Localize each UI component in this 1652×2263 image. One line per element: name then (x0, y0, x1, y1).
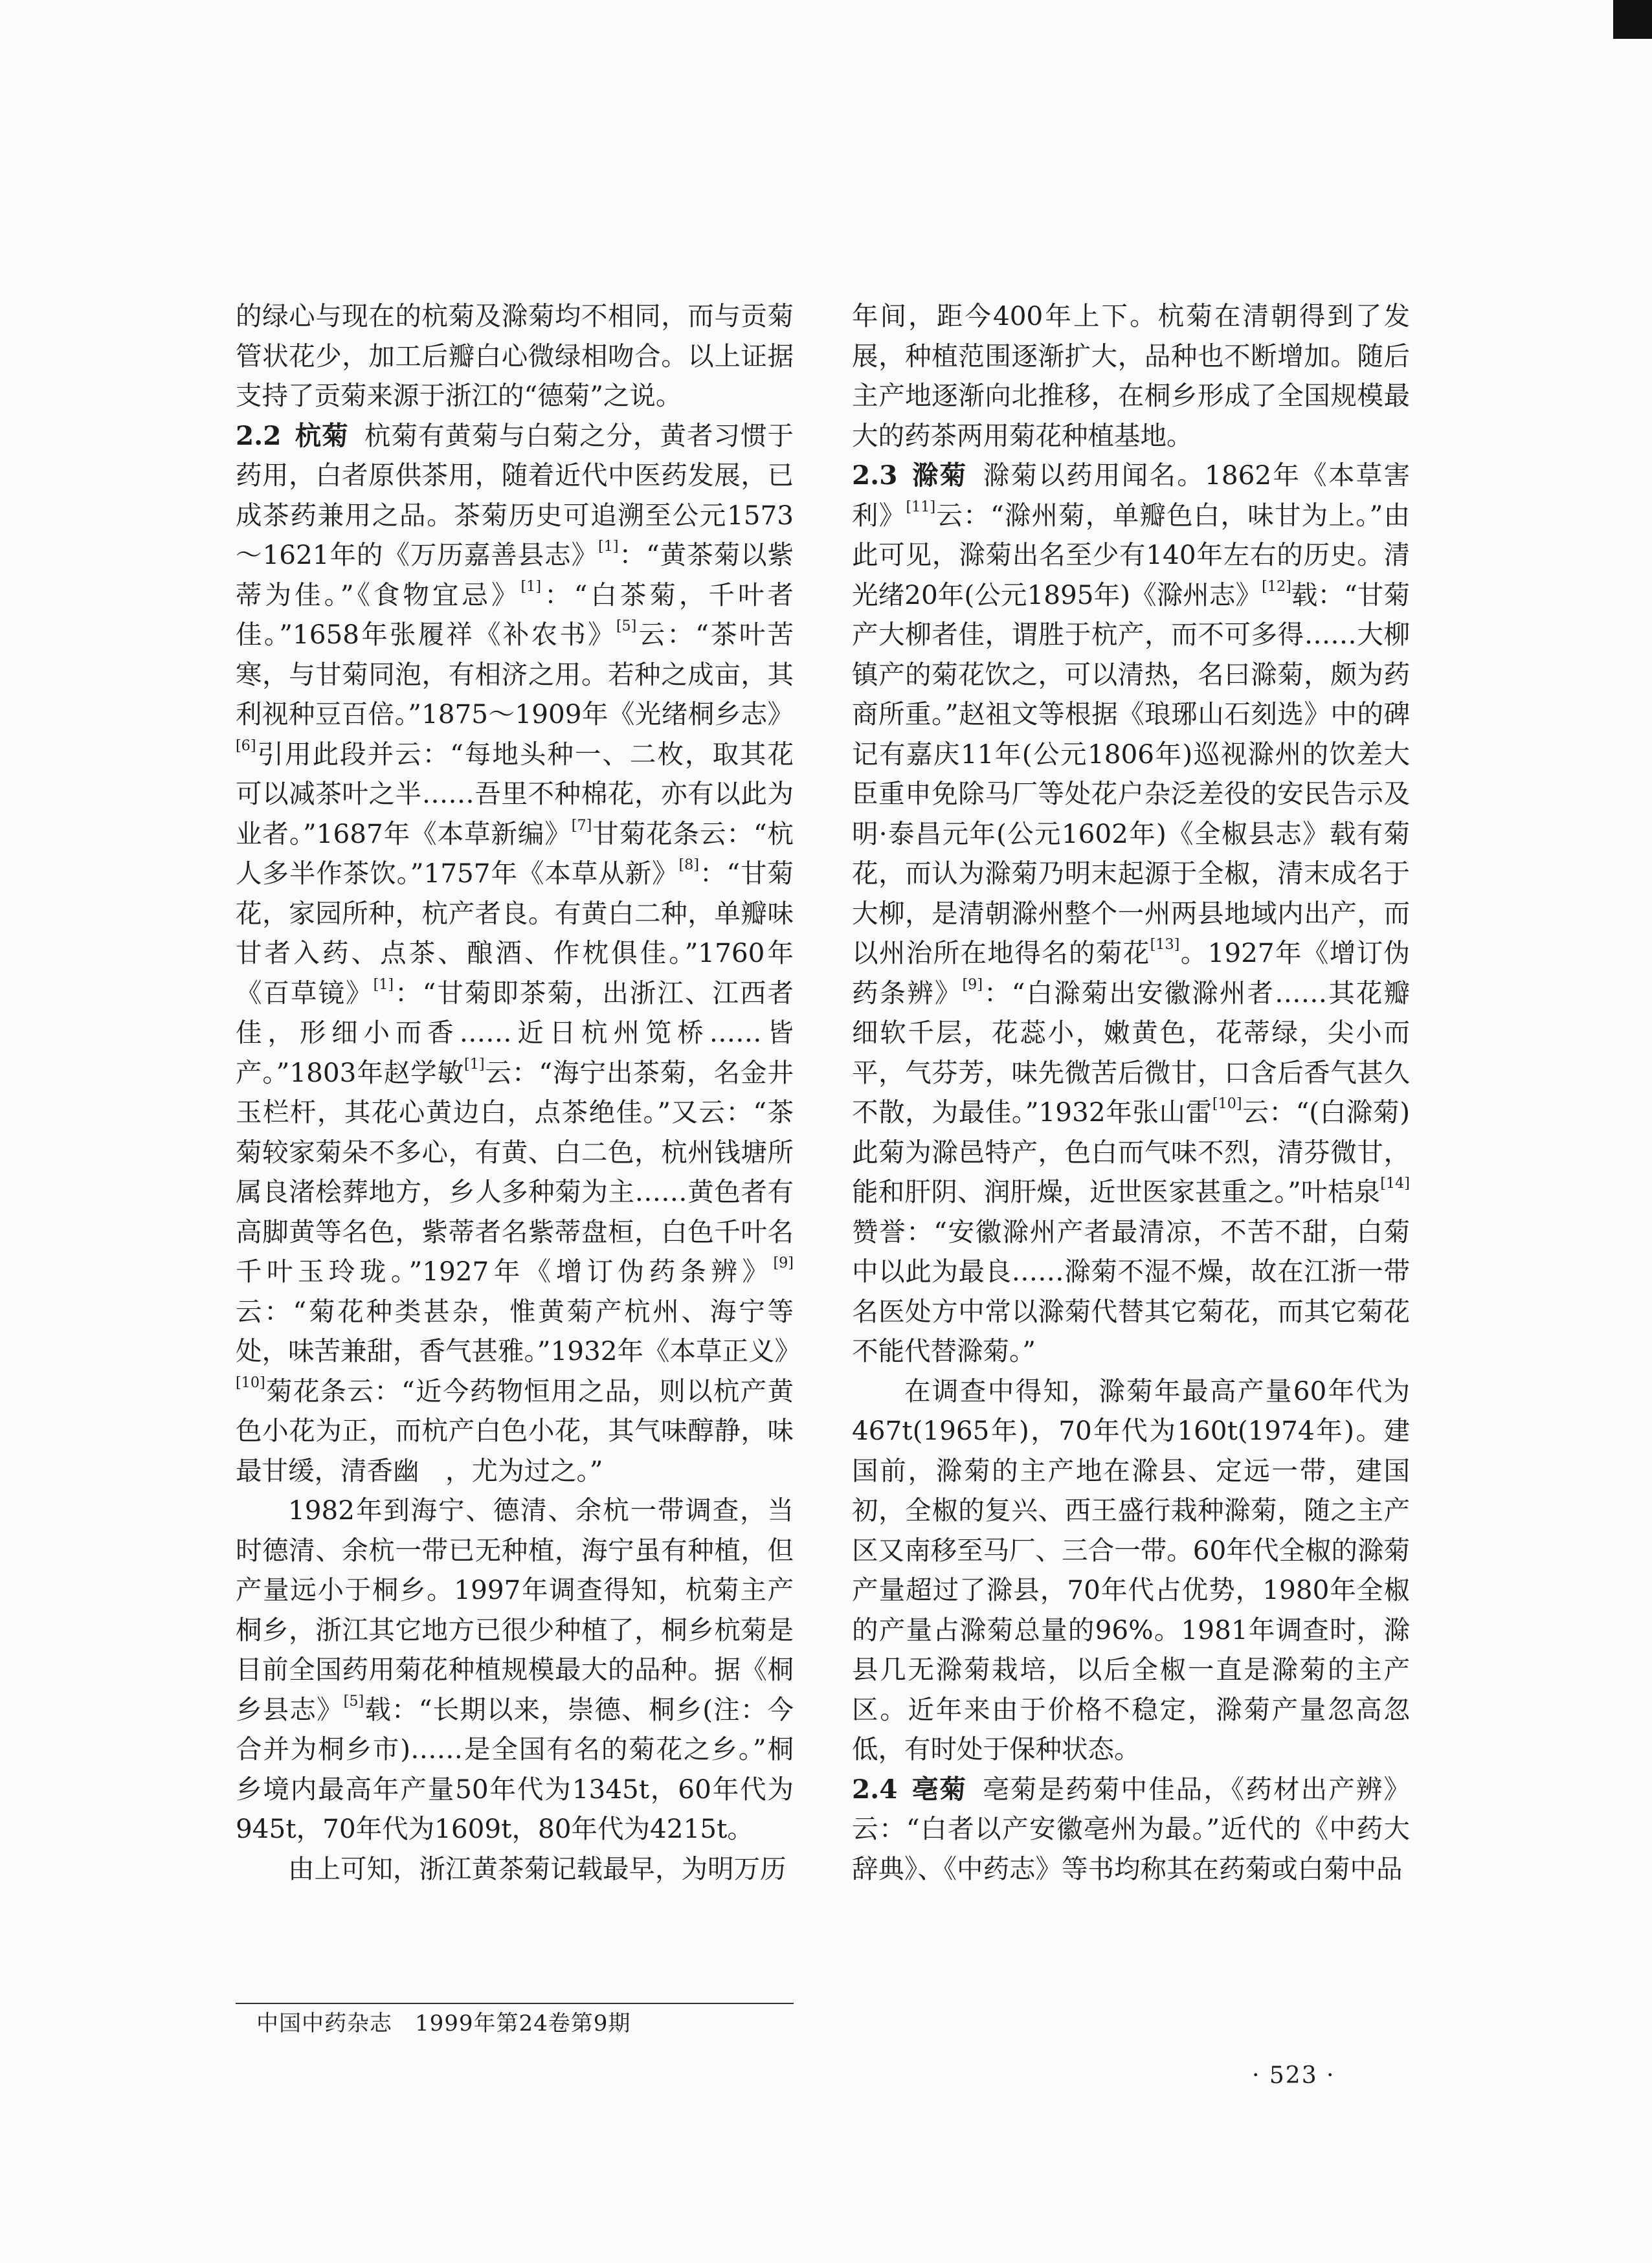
footer-rule (236, 2003, 794, 2004)
text-run: 云：“(白滁菊)此菊为滁邑特产，色白而气味不烈，清芬微甘，能和肝阴、润肝燥，近世医家甚重之。”叶桔泉 (852, 1097, 1410, 1207)
text-run: 亳菊是药菊中佳品，《药材出产辨》云：“白者以产安徽亳州为最。”近代的《中药大辞典》、《中药志》等书均称其在药菊或白菊中品 (852, 1773, 1411, 1884)
paragraph: 年间，距今400年上下。杭菊在清朝得到了发展，种植范围逐渐扩大，品种也不断增加。随后主产地逐渐向北推移，在桐乡形成了全国规模最大的药茶两用菊花种植基地。 (852, 300, 1410, 451)
text-run: 云：“滁州菊，单瓣色白，味甘为上。”由此可见，滁菊出名至少有140年左右的历史。清光绪20年(公元1895年)《滁州志》 (852, 499, 1411, 610)
right-column (852, 296, 1410, 1889)
citation: [13] (1150, 935, 1180, 953)
section-2-3 (852, 456, 1410, 1372)
citation: [11] (906, 498, 936, 515)
text-run: ：“甘菊花，家园所种，杭产者良。有黄白二种，单瓣味甘者入药、点茶、酿酒、作枕俱佳。”1760年《百草镜》 (236, 858, 794, 1009)
citation: [5] (343, 1692, 364, 1710)
section-title: 亳菊 (910, 1773, 968, 1805)
citation: [7] (571, 816, 592, 834)
text-run: 引用此段并云：“每地头种一、二枚，取其花可以减茶叶之半……吾里不种棉花，亦有以此为业者。”1687年《本草新编》 (236, 738, 794, 849)
text-run: 甘菊花条云：“杭人多半作茶饮。”1757年《本草从新》 (236, 818, 794, 889)
paragraph: 由上可知，浙江黄茶菊记载最早，为明万历 (288, 1853, 787, 1884)
text-run: 载：“长期以来，崇德、桐乡(注：今合并为桐乡市)……是全国有名的菊花之乡。”桐乡境内最高年产量50年代为1345t，60年代为945t，70年代为1609t，80年代为4215t。 (236, 1693, 794, 1844)
text-run: 赞誉：“安徽滁州产者最清凉，不苦不甜，白菊中以此为最良……滁菊不湿不燥，故在江浙一带名医处方中常以滁菊代替其它菊花，而其它菊花不能代替滁菊。” (852, 1216, 1410, 1366)
text-run: ：“白滁菊出安徽滁州者……其花瓣细软千层，花蕊小，嫩黄色，花蒂绿，尖小而平，气芬芳，味先微苦后微甘，口含后香气甚久不散，为最佳。”1932年张山雷 (852, 977, 1410, 1128)
section-title: 滁菊 (910, 460, 968, 491)
text-run: 云：“海宁出茶菊，名金井玉栏杆，其花心黄边白，点茶绝佳。”又云：“茶菊较家菊朵不多心，有黄、白二色，杭州钱塘所属良渚桧葬地方，乡人多种菊为主……黄色者有高脚黄等名色，紫蒂者名紫蒂盘桓，白色千叶名千叶玉玲珑。”1927年《增订伪药条辨》 (236, 1056, 794, 1287)
citation: [1] (520, 577, 542, 595)
paragraph: 在调查中得知，滁菊年最高产量60年代为467t(1965年)，70年代为160t(1974年)。建国前，滁菊的主产地在滁县、定远一带，建国初，全椒的复兴、西王盛行栽种滁菊，随之主产区又南移至马厂、三合一带。60年代全椒的滁菊产量超过了滁县，70年代占优势，1980年全椒的产量占滁菊总量的96%。1981年调查时，滁县几无滁菊栽培，以后全椒一直是滁菊的主产区。近年来由于价格不稳定，滁菊产量忽高忽低，有时处于保种状态。 (852, 1375, 1410, 1765)
section-number: 2.4 (852, 1773, 898, 1805)
section-number: 2.2 (236, 419, 282, 451)
text-run: ：“白茶菊，千叶者佳。”1658年张履祥《补农书》 (236, 579, 794, 650)
text-run: 1982年到海宁、德清、余杭一带调查，当时德清、余杭一带已无种植，海宁虽有种植，但产量远小于桐乡。1997年调查得知，杭菊主产桐乡，浙江其它地方已很少种植了，桐乡杭菊是目前全国药用菊花种植规模最大的品种。据《桐乡县志》 (236, 1495, 794, 1725)
text-run: 云：“菊花种类甚杂，惟黄菊产杭州、海宁等处，味苦兼甜，香气甚雅。”1932年《本草正义》 (236, 1295, 801, 1366)
section-2-4 (852, 1770, 1410, 1890)
citation: [1] (373, 975, 394, 993)
text-run: ：“黄茶菊以紫蒂为佳。”《食物宜忌》 (236, 539, 794, 610)
left-column (236, 296, 801, 1889)
text-run: 菊花条云：“近今药物恒用之品，则以杭产黄色小花为正，而杭产白色小花，其气味醇静，味最甘缓，清香幽 ，尤为过之。” (236, 1375, 794, 1486)
citation: [10] (236, 1374, 265, 1391)
citation: [6] (236, 737, 256, 754)
scan-corner-mark (1613, 0, 1652, 39)
section-title: 杭菊 (294, 419, 349, 451)
page-number: · 523 · (1252, 2062, 1335, 2089)
text-run: 杭菊有黄菊与白菊之分，黄者习惯于药用，白者原供茶用，随着近代中医药发展，已成茶药兼用之品。茶菊历史可追溯至公元1573～1621年的《万历嘉善县志》 (236, 419, 794, 570)
section-2-2 (236, 416, 801, 1491)
citation: [8] (678, 856, 700, 873)
citation: [14] (1380, 1174, 1410, 1192)
text-run: ：“甘菊即茶菊，出浙江、江西者佳，形细小而香……近日杭州笕桥……皆产。”1803年赵学敏 (236, 977, 794, 1088)
paragraph (236, 1491, 794, 1849)
text-run: 。1927年《增订伪药条辨》 (852, 937, 1411, 1009)
section-number: 2.3 (852, 460, 898, 491)
text-run: 云：“茶叶苦寒，与甘菊同泡，有相济之用。若种之成亩，其利视种豆百倍。”1875～1909年《光绪桐乡志》 (236, 619, 794, 730)
text-run: 载：“甘菊产大柳者佳，谓胜于杭产，而不可多得……大柳镇产的菊花饮之，可以清热，名曰滁菊，颇为药商所重。”赵祖文等根据《琅琊山石刻选》中的碑记有嘉庆11年(公元1806年)巡视滁州的饮差大臣重申免除马厂等处花户杂泛差役的安民告示及明·泰昌元年(公元1602年)《全椒县志》载有菊花，而认为滁菊乃明末起源于全椒，清末成名于大柳，是清朝滁州整个一州两县地域内出产，而以州治所在地得名的菊花 (852, 579, 1410, 968)
citation: [1] (598, 537, 619, 555)
citation: [5] (616, 617, 637, 634)
journal-footer: 中国中药杂志 1999年第24卷第9期 (256, 2011, 631, 2036)
citation: [12] (1262, 577, 1291, 595)
citation: [1] (464, 1055, 485, 1073)
citation: [9] (962, 975, 983, 993)
paragraph: 的绿心与现在的杭菊及滁菊均不相同，而与贡菊管状花少，加工后瓣白心微绿相吻合。以上证据支持了贡菊来源于浙江的“德菊”之说。 (236, 300, 794, 411)
text-run: 滁菊以药用闻名。1862年《本草害利》 (852, 460, 1410, 531)
citation: [10] (1212, 1095, 1242, 1112)
citation: [9] (773, 1254, 794, 1271)
